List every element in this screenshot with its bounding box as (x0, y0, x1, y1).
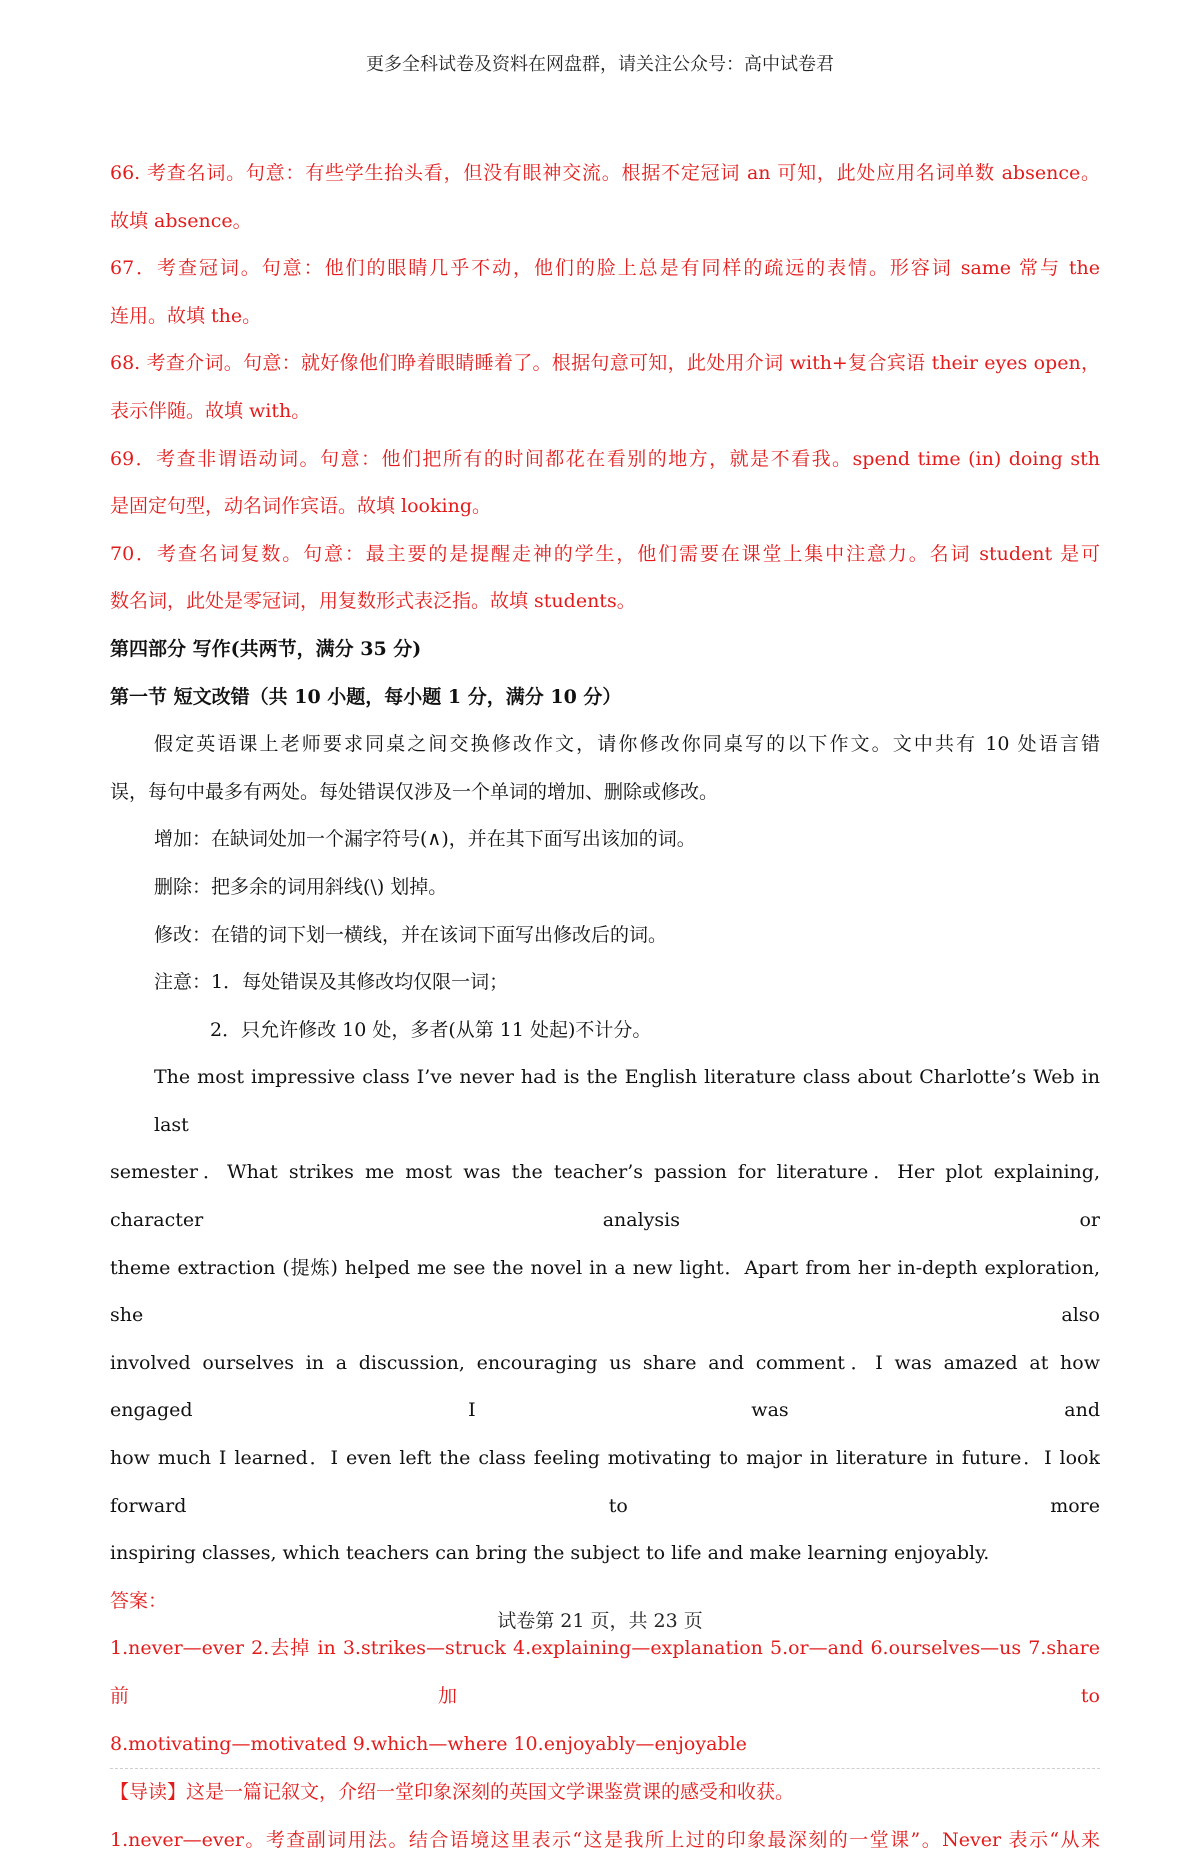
answer-68-line2: 表示伴随。故填 with。 (110, 399, 311, 422)
instructions-line1: 假定英语课上老师要求同桌之间交换修改作文，请你修改你同桌写的以下作文。文中共有 10 处语言错 (154, 733, 1100, 756)
instruction-delete: 删除：把多余的词用斜线(\) 划掉。 (154, 875, 448, 898)
passage-line: how much I learned．I even left the class feeling motivating to major in literature in future．I look forward to more (110, 1447, 1100, 1517)
answer-key-line1: 1.never—ever 2.去掉 in 3.strikes—struck 4.explaining—explanation 5.or—and 6.ourselves—us 7.share 前加 to (110, 1637, 1100, 1707)
subsection-title: 第一节 短文改错（共 10 小题，每小题 1 分，满分 10 分） (110, 685, 622, 708)
section-title: 第四部分 写作(共两节，满分 35 分) (110, 637, 422, 660)
answer-66-line1: 66. 考查名词。句意：有些学生抬头看，但没有眼神交流。根据不定冠词 an 可知，此处应用名词单数 absence。 (110, 162, 1100, 184)
instruction-add: 增加：在缺词处加一个漏字符号(∧)，并在其下面写出该加的词。 (154, 828, 696, 851)
passage-line: involved ourselves in a discussion, encouraging us share and comment．I was amazed at how engaged I was and (110, 1351, 1100, 1422)
answer-70-line1: 70．考查名词复数。句意：最主要的是提醒走神的学生，他们需要在课堂上集中注意力。名词 student 是可 (110, 542, 1100, 565)
instruction-note2: 2．只允许修改 10 处，多者(从第 11 处起)不计分。 (210, 1018, 652, 1041)
passage-line: theme extraction (提炼) helped me see the novel in a new light．Apart from her in-depth exploration, she also (110, 1256, 1100, 1327)
passage-line: semester．What strikes me most was the teacher’s passion for literature．Her plot explaining, character analysis or (110, 1161, 1100, 1232)
instructions-line2: 误，每句中最多有两处。每处错误仅涉及一个单词的增加、删除或修改。 (110, 780, 719, 803)
answer-68-line1: 68. 考查介词。句意：就好像他们睁着眼睛睡着了。根据句意可知，此处用介词 with+复合宾语 their eyes open， (110, 352, 1100, 375)
answer-67-line2: 连用。故填 the。 (110, 304, 262, 327)
answer-70-line2: 数名词，此处是零冠词，用复数形式表泛指。故填 students。 (110, 590, 636, 613)
answer-69-line1: 69．考查非谓语动词。句意：他们把所有的时间都花在看别的地方，就是不看我。spend time (in) doing sth (110, 447, 1100, 470)
answer-69-line2: 是固定句型，动名词作宾语。故填 looking。 (110, 495, 491, 518)
page-header: 更多全科试卷及资料在网盘群，请关注公众号：高中试卷君 (366, 54, 834, 75)
reading-guide: 【导读】这是一篇记叙文，介绍一堂印象深刻的英国文学课鉴赏课的感受和收获。 (110, 1768, 1100, 1817)
passage-line: The most impressive class I’ve never had is the English literature class about Charlotte’s Web in last (154, 1066, 1100, 1136)
passage-line: inspiring classes, which teachers can bring the subject to life and make learning enjoyably. (110, 1542, 990, 1565)
answer-66-line2: 故填 absence。 (110, 209, 252, 232)
explanation-1: 1.never—ever。考查副词用法。结合语境这里表示“这是我所上过的印象最深刻的一堂课”。Never 表示“从来 (110, 1828, 1100, 1851)
answer-67-line1: 67．考查冠词。句意：他们的眼睛几乎不动，他们的脸上总是有同样的疏远的表情。形容词 same 常与 the (110, 257, 1100, 280)
instruction-modify: 修改：在错的词下划一横线，并在该词下面写出修改后的词。 (154, 923, 668, 946)
instruction-note1: 注意：1．每处错误及其修改均仅限一词； (154, 971, 509, 994)
answer-label: 答案： (110, 1589, 168, 1612)
page-footer: 试卷第 21 页，共 23 页 (497, 1610, 703, 1632)
answer-key-line2: 8.motivating—motivated 9.which—where 10.enjoyably—enjoyable (110, 1732, 747, 1755)
